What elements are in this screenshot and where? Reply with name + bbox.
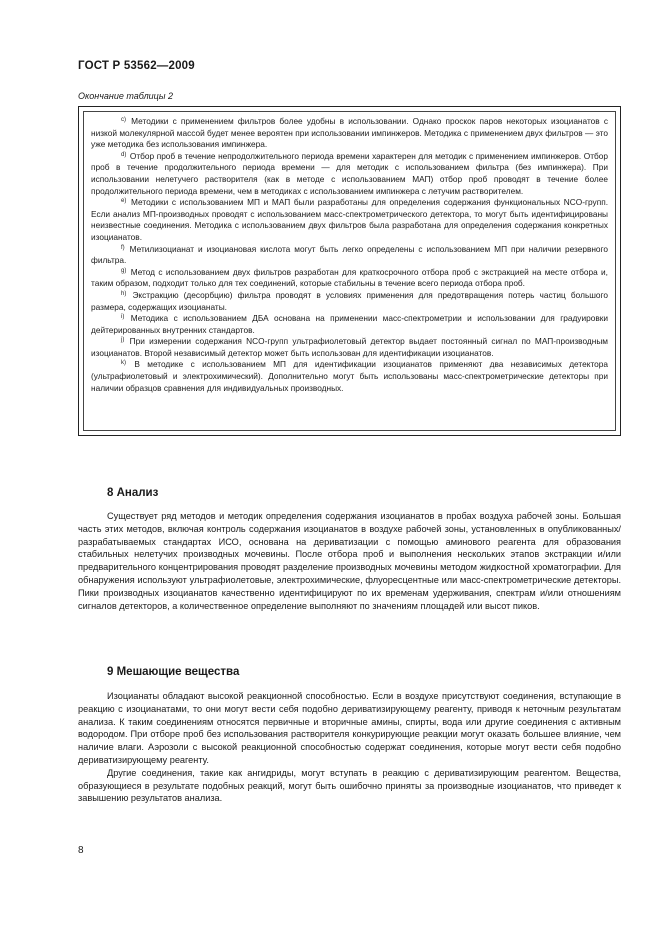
note-text: Методика с использованием ДБА основана на применении масс-спектрометрии и использовании для градуировки дейтерированных внутренних стандартов. <box>91 313 608 335</box>
note-mark: i) <box>121 314 125 321</box>
note-text: Методики с использованием МП и МАП были разработаны для определения содержания функциональных NCO-групп. Если анализ МП-производных проводят с использованием масс-спектрометрического детектора, то могут быть идентифицированы неизвестные соединения. Методика с использованием двух фильтров была разработана для определения содержания конкретных изоцианатов. <box>91 197 608 242</box>
section-9-title: 9 Мешающие вещества <box>107 666 240 678</box>
note-mark: c) <box>121 117 126 123</box>
note-text: Отбор проб в течение непродолжительного периода времени характерен для методик с применением импинжеров. Отбор проб в течение продолжительного периода времени — для методик с использованием фильтра (без импинжера). При использовании нелетучего растворителя (как в методе с использованием МАП) отбор проб проводят в течение более продолжительного периода времени, чем в методиках с использованием импинжера с летучим растворителем. <box>91 150 608 196</box>
table-notes-inner <box>83 111 616 431</box>
page-number: 8 <box>78 845 84 856</box>
table-note <box>91 359 608 394</box>
note-mark: d) <box>121 151 127 158</box>
section-8-body <box>78 510 621 612</box>
section-8-paragraph: Существует ряд методов и методик определения содержания изоцианатов в пробах воздуха рабочей зоны. Большая часть этих методов, включая контроль содержания изоцианатов в воздухе рабочей зоны, установленных в опубликованных/разрабатываемых стандартах ИСО, основана на дериватизации с помощью аминового реагента для образования стабильных нелетучих производных мочевины. После отбора проб и выполнения нескольких этапов экстракции и/или предварительного концентрирования проводят разделение производных мочевины методом жидкостной хроматографии. Для обнаружения используют ультрафиолетовые, электрохимические, флуоресцентные или масс-спектрометрические детекторы. Пики производных изоцианатов качественно идентифицируют по их временам удерживания, спектрам и/или отношениям сигналов детекторов, а количественное определение выполняют по значениям площадей или высот пиков. <box>78 511 621 611</box>
table-note <box>91 151 608 197</box>
table-note <box>91 244 608 267</box>
table-note <box>91 116 608 151</box>
note-text: При измерении содержания NCO-групп ультрафиолетовый детектор выдает постоянный сигнал по МАП-производным изоцианатов. Второй независимый детектор может быть использован для идентификации изоцианатов. <box>91 336 608 358</box>
table-caption: Окончание таблицы 2 <box>78 91 173 101</box>
table-note <box>91 336 608 359</box>
table-notes-box <box>78 106 621 436</box>
note-text: Метилизоцианат и изоциановая кислота могут быть легко определены с использованием МП при наличии резервного фильтра. <box>91 243 609 266</box>
note-text: Метод с использованием двух фильтров разработан для краткосрочного отбора проб с экстракцией на месте отбора и, таким образом, подходит только для тех соединений, которые стабильны в течение всего периода отбора проб. <box>91 266 608 289</box>
note-mark: e) <box>121 198 127 205</box>
note-mark: j) <box>121 337 125 344</box>
note-text: Методики с применением фильтров более удобны в использовании. Однако проскок паров некоторых изоцианатов с низкой молекулярной массой будет менее вероятен при использовании импинжеров. Методика с применением двух фильтров — это уже методика без использования импинжера. <box>91 116 608 150</box>
note-mark: g) <box>121 267 127 274</box>
section-9-paragraph: Изоцианаты обладают высокой реакционной способностью. Если в воздухе присутствуют соединения, вступающие в реакцию с изоцианатами, то они могут вести себя подобно дериватизирующему реагенту, приводя к неточным результатам анализа. К таким соединениям относятся первичные и вторичные амины, спирты, вода или другие соединения с активным водородом. При отборе проб без использования растворителя конкурирующие реакции могут оказать большее влияние, чем наличие влаги. Аэрозоли с высокой реакционной способностью содержат соединения, которые могут вести себя подобно дериватизирующему реагенту. <box>78 691 621 765</box>
document-header: ГОСТ Р 53562—2009 <box>78 60 195 72</box>
table-note <box>91 197 608 243</box>
table-note <box>91 290 608 313</box>
section-9-body <box>78 690 621 805</box>
table-note <box>91 313 608 336</box>
section-9-paragraph: Другие соединения, такие как ангидриды, могут вступать в реакцию с дериватизирующим реагентом. Вещества, образующиеся в результате подобных реакций, могут быть ошибочно приняты за производные изоцианатов, что приведет к завышению результатов анализа. <box>78 767 621 804</box>
note-text: В методике с использованием МП для идентификации изоцианатов применяют два независимых детектора (ультрафиолетовый и электрохимический). Дополнительно могут быть использованы масс-спектрометрические детекторы при наличии образцов сравнения для индивидуальных производных. <box>91 359 608 393</box>
note-text: Экстракцию (десорбцию) фильтра проводят в условиях применения для предотвращения потерь частиц большого размера, содержащих изоцианаты. <box>91 289 608 312</box>
table-note <box>91 267 608 290</box>
note-mark: h) <box>121 290 127 297</box>
note-mark: f) <box>121 244 125 251</box>
note-mark: k) <box>121 360 126 367</box>
section-8-title: 8 Анализ <box>107 487 159 499</box>
